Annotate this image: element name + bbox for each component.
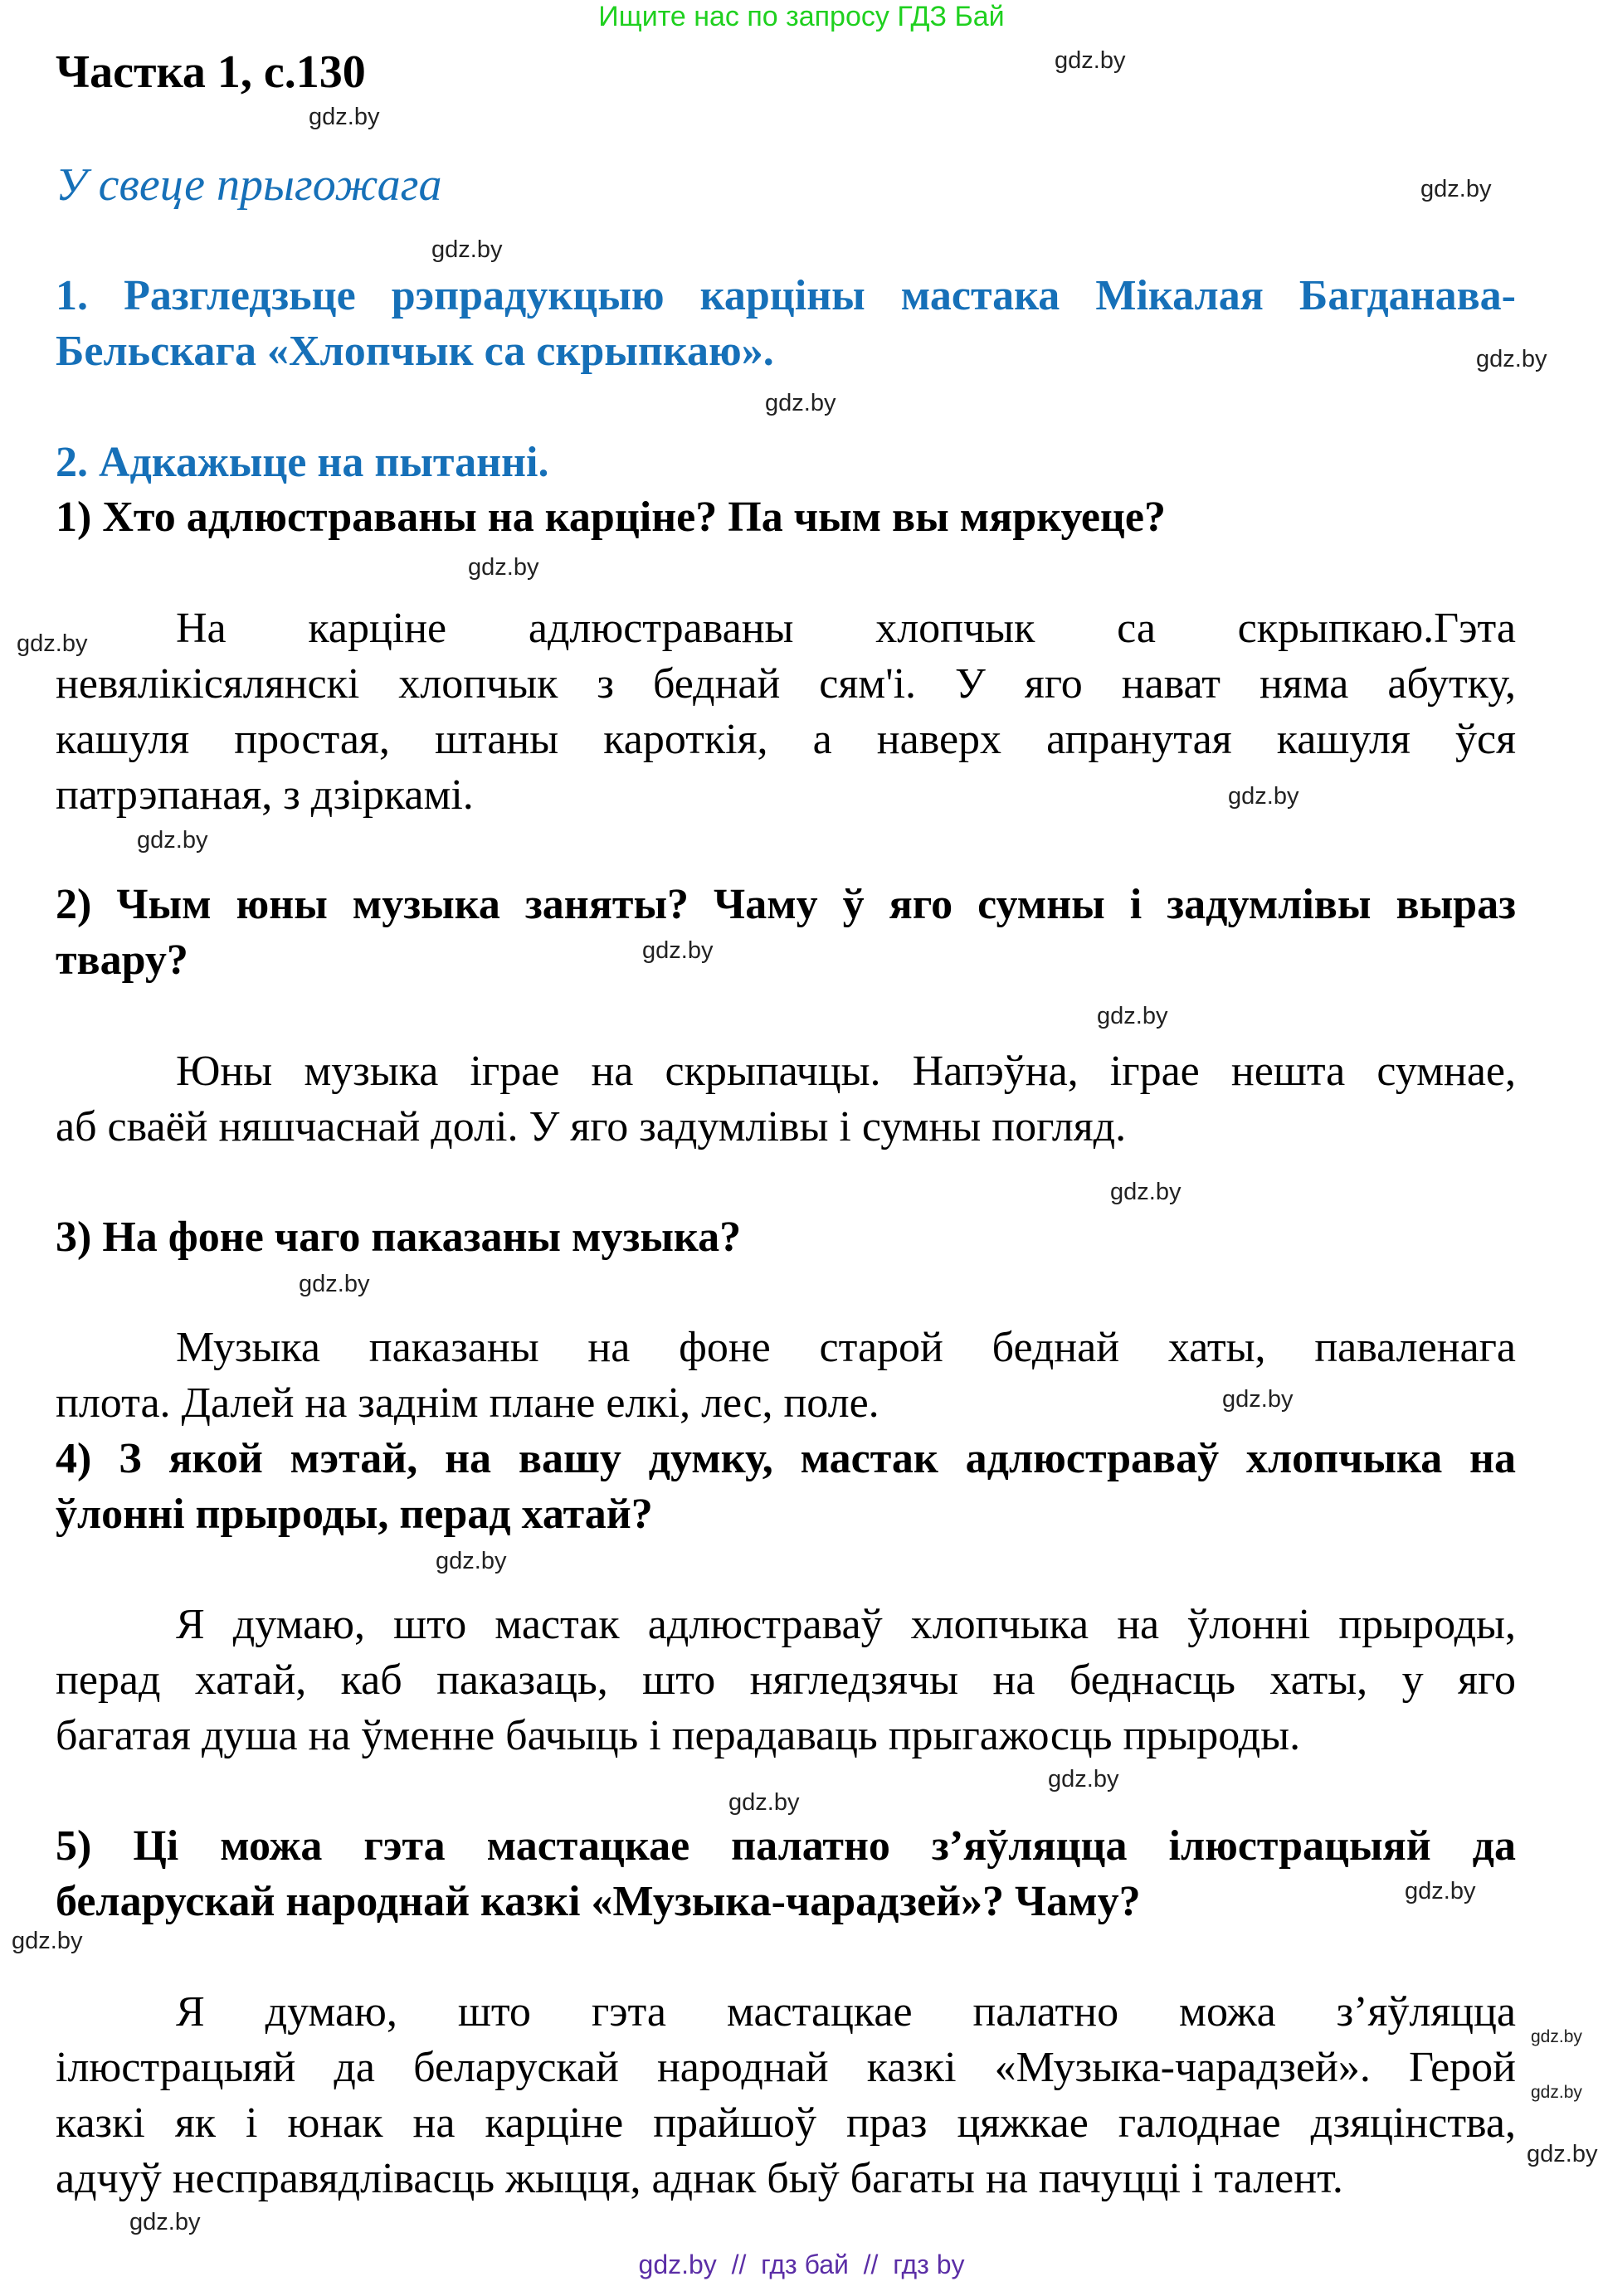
question-line: 1) Хто адлюстраваны на карціне? Па чым вы мяркуеце? (56, 494, 1166, 541)
answer-5 (56, 1984, 1516, 2206)
watermark: gdz.by (12, 1928, 83, 1954)
watermark: gdz.by (1420, 176, 1492, 202)
watermark: gdz.by (129, 2209, 201, 2235)
watermark: gdz.by (1228, 783, 1299, 810)
watermark: gdz.by (1110, 1179, 1182, 1205)
part-title: Частка 1, с.130 (56, 46, 366, 98)
question-4 (56, 1431, 1516, 1542)
answer-line: Я думаю, што гэта мастацкае палатно можа з’яўляцца (176, 1988, 1516, 2036)
watermark: gdz.by (436, 1548, 507, 1574)
search-banner: Ищите нас по запросу ГДЗ Бай (598, 1, 1005, 32)
watermark: gdz.by (137, 827, 208, 854)
question-line: беларускай народнай казкі «Музыка-чарадзей»? Чаму? (56, 1878, 1141, 1925)
watermark: gdz.by (299, 1271, 370, 1297)
watermark: gdz.by (1476, 346, 1547, 372)
watermark: gdz.by (1531, 2083, 1582, 2102)
answer-line: На карціне адлюстраваны хлопчык са скрыпкаю.Гэта (176, 605, 1516, 652)
footer-links: gdz.by // гдз бай // гдз by (638, 2250, 965, 2279)
section-title: У свеце прыгожага (56, 159, 442, 211)
question-line: ўлонні прыроды, перад хатай? (56, 1491, 653, 1538)
task-2 (56, 435, 1516, 490)
question-line: 5) Ці можа гэта мастацкае палатно з’яўляцца ілюстрацыяй да (56, 1822, 1516, 1870)
question-3 (56, 1209, 1516, 1265)
answer-line: перад хатай, каб паказаць, што нягледзячы на беднасць хаты, у яго (56, 1656, 1516, 1704)
answer-line: Юны музыка іграе на скрыпачцы. Напэўна, іграе нешта сумнае, (176, 1048, 1516, 1095)
question-line: 4) З якой мэтай, на вашу думку, мастак адлюстраваў хлопчыка на (56, 1435, 1516, 1482)
task-1-line: Бельскага «Хлопчык са скрыпкаю». (56, 328, 774, 375)
watermark: gdz.by (1531, 2027, 1582, 2046)
watermark: gdz.by (468, 554, 539, 581)
answer-line: адчуў несправядлівасць жыцця, аднак быў багаты на пачуцці і талент. (56, 2155, 1343, 2202)
watermark: gdz.by (642, 937, 714, 964)
answer-line: аб сваёй няшчаснай долі. У яго задумлівы і сумны погляд. (56, 1103, 1127, 1150)
answer-3 (56, 1320, 1516, 1431)
watermark: gdz.by (765, 390, 836, 416)
watermark: gdz.by (309, 104, 380, 130)
answer-line: плота. Далей на заднім плане елкі, лес, поле. (56, 1379, 879, 1427)
question-2 (56, 877, 1516, 988)
watermark: gdz.by (1048, 1766, 1119, 1793)
task-1-line: 1. Разгледзьце рэпрадукцыю карціны мастака Мікалая Багданава- (56, 272, 1516, 319)
watermark: gdz.by (1527, 2141, 1598, 2167)
answer-line: ілюстрацыяй да беларускай народнай казкі «Музыка-чарадзей». Герой (56, 2044, 1516, 2091)
answer-2 (56, 1043, 1516, 1155)
question-1 (56, 489, 1516, 545)
answer-4 (56, 1597, 1516, 1763)
question-5 (56, 1818, 1516, 1929)
answer-line: невялікісялянскі хлопчык з беднай сям'і. У яго нават няма абутку, (56, 660, 1516, 708)
question-line: твару? (56, 936, 188, 984)
watermark: gdz.by (431, 236, 503, 263)
watermark: gdz.by (1222, 1386, 1294, 1413)
watermark: gdz.by (1405, 1878, 1476, 1904)
answer-line: патрэпаная, з дзіркамі. (56, 771, 474, 819)
answer-line: багатая душа на ўменне бачыць і перадаваць прыгажосць прыроды. (56, 1712, 1301, 1759)
answer-line: Музыка паказаны на фоне старой беднай хаты, паваленага (176, 1324, 1516, 1371)
task-2-line: 2. Адкажыце на пытанні. (56, 439, 549, 486)
question-line: 3) На фоне чаго паказаны музыка? (56, 1214, 742, 1261)
answer-line: казкі як і юнак на карціне прайшоў праз цяжкае галоднае дзяцінства, (56, 2099, 1516, 2147)
answer-line: кашуля простая, штаны кароткія, а наверх апранутая кашуля ўся (56, 716, 1516, 763)
watermark: gdz.by (17, 630, 88, 657)
task-1 (56, 268, 1516, 379)
watermark: gdz.by (728, 1789, 800, 1816)
watermark: gdz.by (1055, 47, 1126, 74)
answer-line: Я думаю, што мастак адлюстраваў хлопчыка на ўлонні прыроды, (176, 1601, 1516, 1648)
question-line: 2) Чым юны музыка заняты? Чаму ў яго сумны і задумлівы выраз (56, 881, 1516, 928)
watermark: gdz.by (1097, 1003, 1168, 1029)
